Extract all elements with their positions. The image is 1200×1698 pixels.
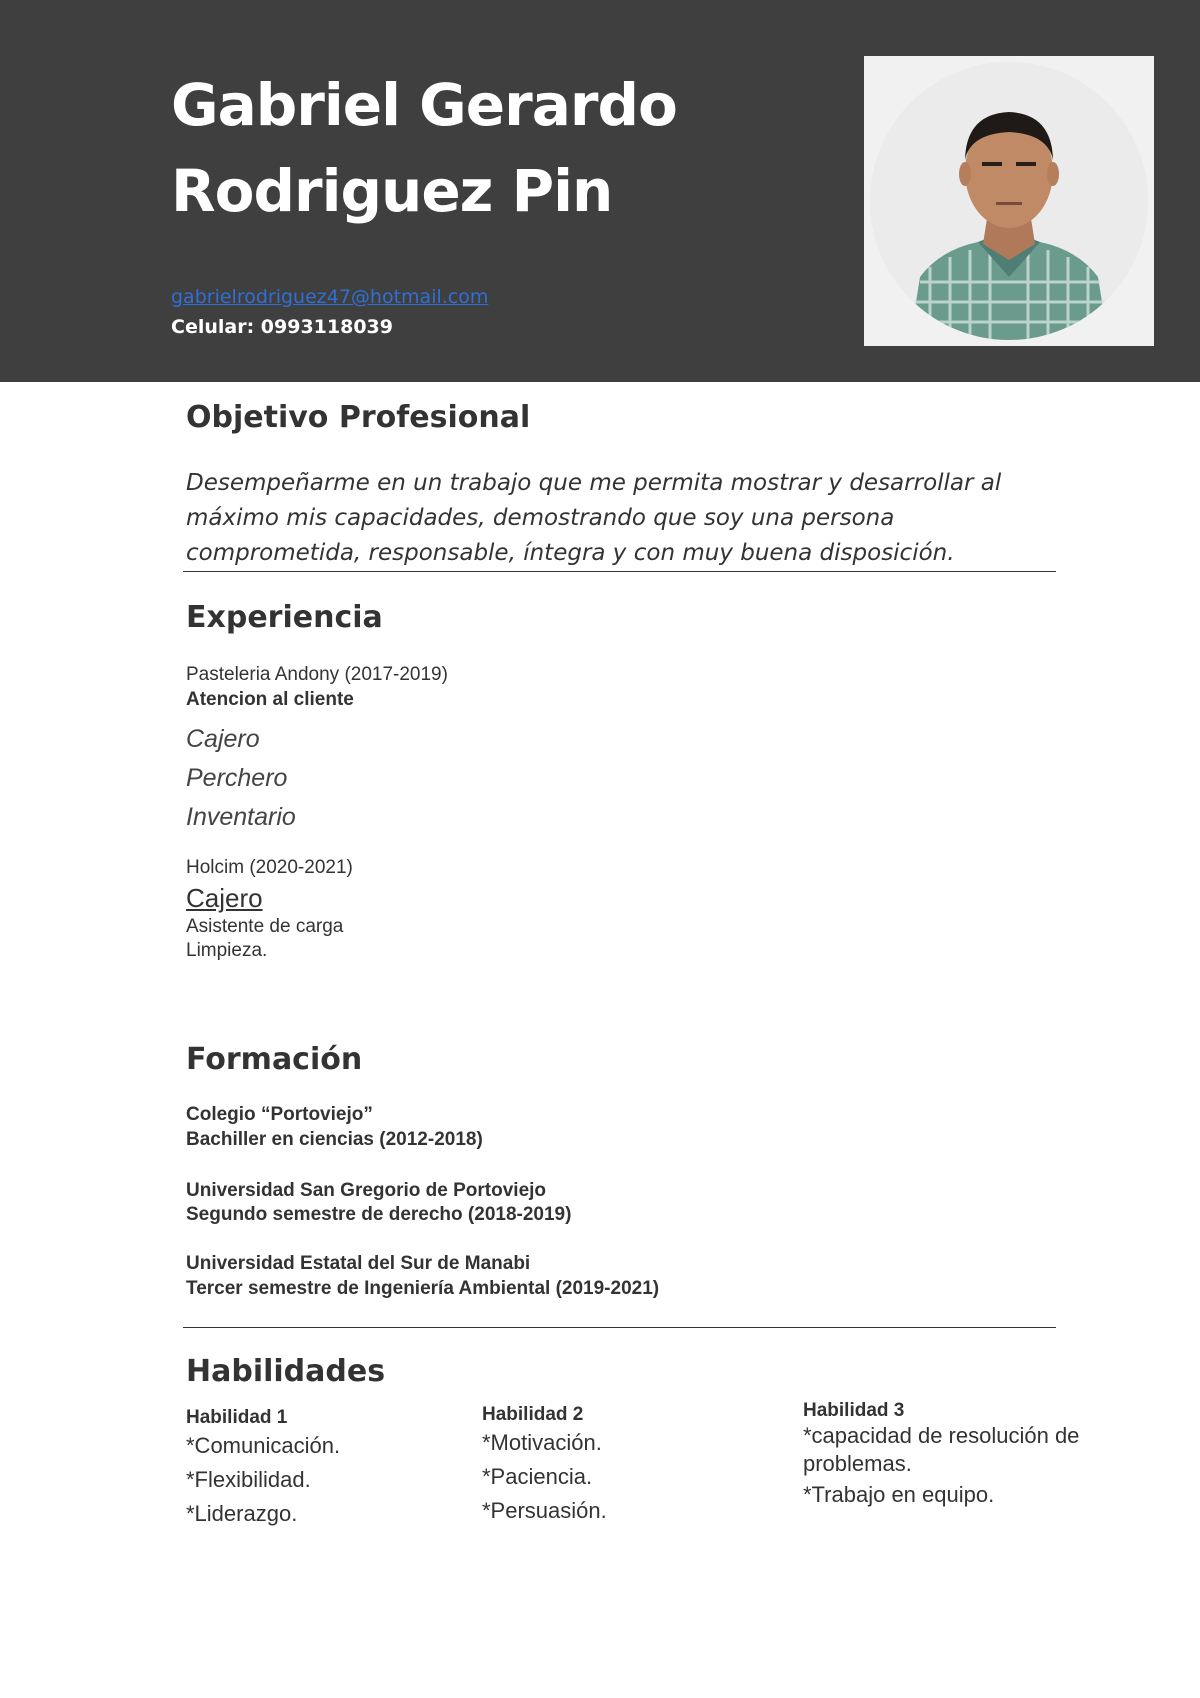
divider [183,1327,1056,1328]
name-line-2: Rodriguez Pin [171,157,613,225]
skill-item: *Persuasión. [482,1498,607,1523]
skill-item: *Paciencia. [482,1464,593,1489]
job-1-company: Pasteleria Andony (2017-2019) [186,664,448,685]
school-name: Universidad San Gregorio de Portoviejo [186,1180,547,1201]
skill-column-3 [803,1400,1103,1512]
job-1-task: Inventario [186,803,296,831]
school-name: Colegio “Portoviejo” [186,1104,373,1125]
skill-heading: Habilidad 1 [186,1407,288,1428]
skill-item: *Liderazgo. [186,1501,298,1526]
divider [183,571,1056,572]
skill-heading: Habilidad 2 [482,1404,584,1425]
skill-column-2 [482,1404,772,1528]
name-line-1: Gabriel Gerardo [171,71,677,139]
skill-item: *Flexibilidad. [186,1467,311,1492]
job-2-company: Holcim (2020-2021) [186,857,353,878]
school-detail: Tercer semestre de Ingeniería Ambiental (2019-2021) [186,1278,660,1299]
skill-item: *Comunicación. [186,1433,341,1458]
full-name [171,62,811,234]
school-detail: Bachiller en ciencias (2012-2018) [186,1129,483,1150]
section-title-formacion: Formación [186,1042,363,1077]
skill-item: *capacidad de resolución de problemas. [803,1423,1080,1476]
job-1-role: Atencion al cliente [186,689,354,710]
section-title-habilidades: Habilidades [186,1354,386,1389]
email-link[interactable]: gabrielrodriguez47@hotmail.com [171,286,489,308]
phone-number: Celular: 0993118039 [171,316,393,338]
job-2-task: Limpieza. [186,940,268,961]
school-name: Universidad Estatal del Sur de Manabi [186,1253,531,1274]
skill-heading: Habilidad 3 [803,1400,905,1421]
skill-item: *Motivación. [482,1430,602,1455]
objective-text: Desempeñarme en un trabajo que me permita mostrar y desarrollar al máximo mis capacidades, demostrando que soy una persona comprometida, responsable, íntegra y con muy buena disposición. [186,470,1002,566]
profile-photo [864,56,1154,346]
skill-item: *Trabajo en equipo. [803,1482,995,1507]
job-2-task: Asistente de carga [186,916,344,937]
header-banner [0,0,1200,382]
section-title-objetivo: Objetivo Profesional [186,400,531,435]
job-1-task: Cajero [186,725,260,753]
profile-photo-icon [870,62,1148,340]
job-1-task: Perchero [186,764,288,792]
skill-column-1 [186,1407,476,1531]
section-title-experiencia: Experiencia [186,600,383,635]
school-detail: Segundo semestre de derecho (2018-2019) [186,1204,572,1225]
job-2-role: Cajero [186,883,263,913]
